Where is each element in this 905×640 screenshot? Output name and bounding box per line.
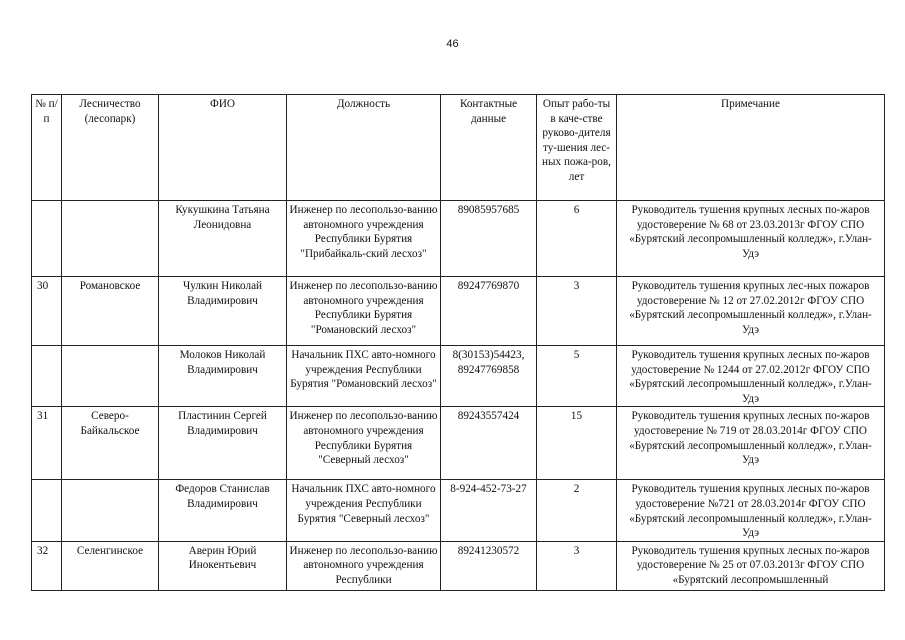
cell-notes: Руководитель тушения крупных лесных по-жаров удостоверение № 719 от 28.03.2014г ФГОУ СПО «Бурятский лесопромышленный колледж», г.Улан-Удэ (617, 407, 885, 480)
cell-position: Начальник ПХС авто-номного учреждения Республики Бурятия "Романовский лесхоз" (287, 346, 441, 407)
cell-experience: 3 (537, 277, 617, 346)
cell-num (32, 346, 62, 407)
cell-experience: 2 (537, 480, 617, 541)
cell-fio: Аверин Юрий Инокентьевич (159, 541, 287, 590)
cell-contacts: 89241230572 (441, 541, 537, 590)
cell-fio: Федоров Станислав Владимирович (159, 480, 287, 541)
cell-fio: Молоков Николай Владимирович (159, 346, 287, 407)
cell-contacts: 8(30153)54423, 89247769858 (441, 346, 537, 407)
cell-num (32, 480, 62, 541)
table-row (32, 541, 885, 590)
cell-num: 31 (32, 407, 62, 480)
cell-forestry: Романовское (62, 277, 159, 346)
header-forestry: Лесничество (лесопарк) (62, 95, 159, 201)
cell-position: Начальник ПХС авто-номного учреждения Республики Бурятия "Северный лесхоз" (287, 480, 441, 541)
cell-position: Инженер по лесопользо-ванию автономного учреждения Республики Бурятия "Северный лесхоз" (287, 407, 441, 480)
table-row (32, 480, 885, 541)
cell-fio: Кукушкина Татьяна Леонидовна (159, 201, 287, 277)
cell-position: Инженер по лесопользо-ванию автономного учреждения Республики Бурятия "Романовский лесхоз" (287, 277, 441, 346)
cell-forestry: Селенгинское (62, 541, 159, 590)
cell-experience: 6 (537, 201, 617, 277)
cell-contacts: 89243557424 (441, 407, 537, 480)
cell-num (32, 201, 62, 277)
firefighting-leaders-table (31, 94, 885, 591)
header-position: Должность (287, 95, 441, 201)
cell-position: Инженер по лесопользо-ванию автономного учреждения Республики Бурятия "Прибайкаль-ский лесхоз" (287, 201, 441, 277)
cell-notes: Руководитель тушения крупных лесных по-жаров удостоверение №721 от 28.03.2014г ФГОУ СПО «Бурятский лесопромышленный колледж», г.Улан-Удэ (617, 480, 885, 541)
cell-fio: Чулкин Николай Владимирович (159, 277, 287, 346)
cell-experience: 15 (537, 407, 617, 480)
cell-forestry (62, 346, 159, 407)
cell-contacts: 89247769870 (441, 277, 537, 346)
header-experience: Опыт рабо-ты в каче-стве руково-дителя ту-шения лес-ных пожа-ров, лет (537, 95, 617, 201)
table-row (32, 201, 885, 277)
cell-experience: 5 (537, 346, 617, 407)
header-notes: Примечание (617, 95, 885, 201)
cell-notes: Руководитель тушения крупных лес-ных пожаров удостоверение № 12 от 27.02.2012г ФГОУ СПО «Бурятский лесопромышленный колледж», г.Улан-Удэ (617, 277, 885, 346)
table-header-row (32, 95, 885, 201)
cell-contacts: 89085957685 (441, 201, 537, 277)
cell-notes: Руководитель тушения крупных лесных по-жаров удостоверение № 25 от 07.03.2013г ФГОУ СПО «Бурятский лесопромышленный (617, 541, 885, 590)
header-fio: ФИО (159, 95, 287, 201)
table-row (32, 346, 885, 407)
cell-fio: Пластинин Сергей Владимирович (159, 407, 287, 480)
cell-num: 32 (32, 541, 62, 590)
cell-notes: Руководитель тушения крупных лесных по-жаров удостоверение № 1244 от 27.02.2012г ФГОУ СПО «Бурятский лесопромышленный колледж», г.Улан-Удэ (617, 346, 885, 407)
cell-forestry (62, 480, 159, 541)
cell-forestry: Северо-Байкальское (62, 407, 159, 480)
page-number: 46 (446, 38, 459, 50)
cell-experience: 3 (537, 541, 617, 590)
header-contacts: Контактные данные (441, 95, 537, 201)
cell-contacts: 8-924-452-73-27 (441, 480, 537, 541)
cell-num: 30 (32, 277, 62, 346)
table-row (32, 407, 885, 480)
cell-notes: Руководитель тушения крупных лесных по-жаров удостоверение № 68 от 23.03.2013г ФГОУ СПО «Бурятский лесопромышленный колледж», г.Улан-Удэ (617, 201, 885, 277)
cell-position: Инженер по лесопользо-ванию автономного учреждения Республики (287, 541, 441, 590)
cell-forestry (62, 201, 159, 277)
table-row (32, 277, 885, 346)
header-num: № п/п (32, 95, 62, 201)
